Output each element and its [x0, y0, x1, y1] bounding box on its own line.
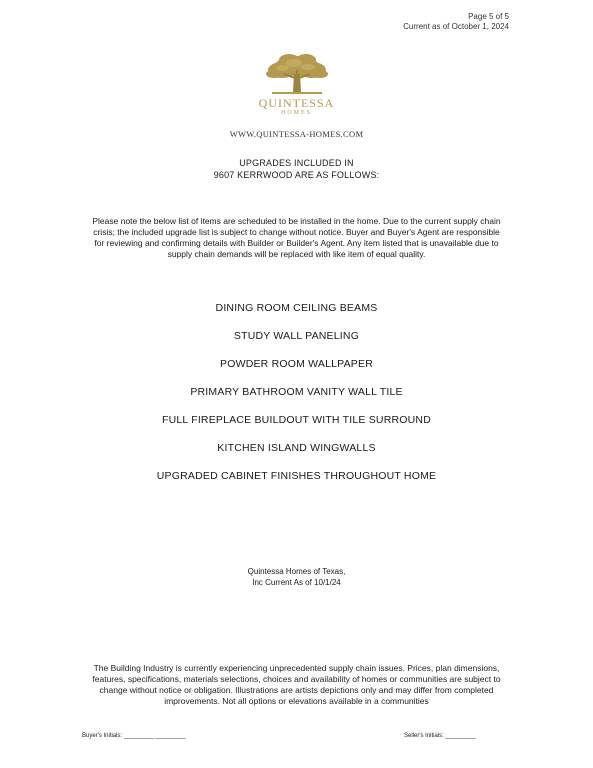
title-line-1: UPGRADES INCLUDED IN	[239, 158, 354, 168]
seller-initials: Seller's Initials: _________	[404, 733, 476, 739]
brand-subtitle: HOMES	[280, 110, 312, 116]
upgrade-item: FULL FIREPLACE BUILDOUT WITH TILE SURROUND	[162, 414, 431, 426]
supply-chain-note: Please note the below list of items are scheduled to be installed in the home. Due to the current supply chain crisis; the included upgrade list is subject to change without notice. Buyer and Buyer's Agent are responsible for reviewing and confirming details with Builder or Builder's Agent. Any item listed that is unavailable due to supply chain demands will be replaced with like item of equal quality.	[92, 216, 501, 259]
buyer-initials: Buyer's Initials: _________ _________	[82, 733, 186, 739]
upgrades-list	[0, 301, 593, 497]
brand-name: QUINTESSA	[258, 96, 335, 110]
upgrade-item: UPGRADED CABINET FINISHES THROUGHOUT HOME	[156, 470, 437, 482]
upgrade-item: STUDY WALL PANELING	[233, 330, 360, 342]
company-name: Quintessa Homes of Texas,	[247, 567, 346, 576]
oak-tree-icon	[264, 52, 330, 96]
title-line-2: 9607 KERRWOOD ARE AS FOLLOWS:	[213, 170, 380, 180]
upgrade-item: KITCHEN ISLAND WINGWALLS	[217, 442, 376, 454]
company-info	[0, 566, 593, 588]
upgrade-item: PRIMARY BATHROOM VANITY WALL TILE	[190, 386, 403, 398]
company-current-date: Inc Current As of 10/1/24	[252, 578, 341, 587]
website-link[interactable]: WWW.QUINTESSA-HOMES.COM	[229, 129, 364, 139]
current-date: Current as of October 1, 2024	[403, 22, 509, 31]
upgrade-item: DINING ROOM CEILING BEAMS	[215, 302, 378, 314]
upgrade-item: POWDER ROOM WALLPAPER	[220, 358, 373, 370]
company-logo	[0, 52, 593, 117]
disclaimer: The Building Industry is currently experiencing unprecedented supply chain issues. Prices, plan dimensions, features, specifications, materials selections, choices and availability of homes or communities are subject to change without notice or obligation. Illustrations are artists depictions only and may differ from completed improvements. Not all options or elevations available in a communities	[92, 663, 501, 706]
document-title	[0, 157, 593, 181]
page-number: Page 5 of 5	[468, 12, 509, 21]
page-header	[403, 12, 509, 32]
